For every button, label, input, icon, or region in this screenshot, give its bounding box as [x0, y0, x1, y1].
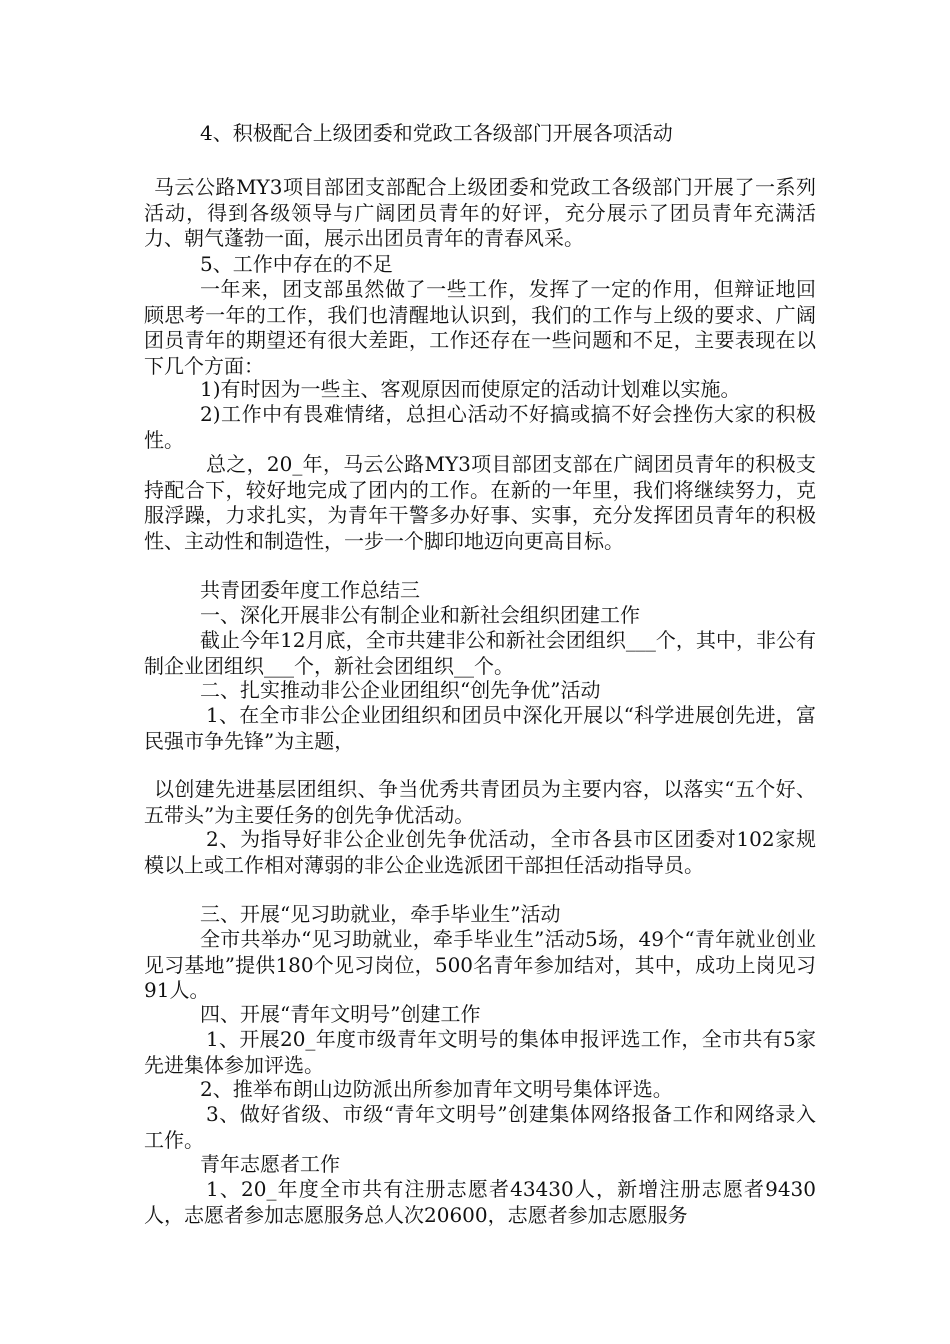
paragraph-guidance: 2、为指导好非公企业创先争优活动，全市各县市区团委对102家规模以上或工作相对薄弱的非公企业选派团干部担任活动指导员。 [144, 827, 816, 877]
heading-one: 一、深化开展非公有制企业和新社会组织团建工作 [200, 603, 640, 627]
paragraph-heading-5: 5、工作中存在的不足 [200, 252, 393, 276]
paragraph-summary: 总之，20_年，马云公路MY3项目部团支部在广阔团员青年的积极支持配合下，较好地完成了团内的工作。在新的一年里，我们将继续努力，克服浮躁，力求扎实，为青年干警多办好事、实事，充分发挥团员青年的积极性、主动性和制造性，一步一个脚印地迈向更高目标。 [144, 452, 816, 553]
paragraph-shortcomings: 一年来，团支部虽然做了一些工作，发挥了一定的作用，但辩证地回顾思考一年的工作，我们也清醒地认识到，我们的工作与上级的要求、广阔团员青年的期望还有很大差距，工作还存在一些问题和不足，主要表现在以下几个方面： [144, 277, 816, 378]
paragraph-theme: 1、在全市非公企业团组织和团员中深化开展以“科学进展创先进，富民强市争先锋”为主题， [144, 703, 816, 753]
paragraph-heading-4: 4、积极配合上级团委和党政工各级部门开展各项活动 [200, 121, 673, 145]
heading-four: 四、开展“青年文明号”创建工作 [200, 1002, 481, 1026]
paragraph-issue-2: 2)工作中有畏难情绪，总担心活动不好搞或搞不好会挫伤大家的积极性。 [144, 402, 816, 452]
paragraph-civilization-3: 3、做好省级、市级“青年文明号”创建集体网络报备工作和网络录入工作。 [144, 1102, 816, 1152]
heading-volunteer: 青年志愿者工作 [200, 1152, 340, 1176]
heading-three: 三、开展“见习助就业，牵手毕业生”活动 [200, 902, 561, 926]
paragraph-activities: 马云公路MY3项目部团支部配合上级团委和党政工各级部门开展了一系列活动，得到各级领导与广阔团员青年的好评，充分展示了团员青年充满活力、朝气蓬勃一面，展示出团员青年的青春风采。 [144, 175, 816, 250]
paragraph-internship: 全市共举办“见习助就业，牵手毕业生”活动5场，49个“青年就业创业见习基地”提供180个见习岗位，500名青年参加结对，其中，成功上岗见习91人。 [144, 927, 816, 1002]
paragraph-civilization-1: 1、开展20_年度市级青年文明号的集体申报评选工作，全市共有5家先进集体参加评选。 [144, 1027, 816, 1077]
paragraph-issue-1: 1)有时因为一些主、客观原因而使原定的活动计划难以实施。 [200, 377, 741, 401]
paragraph-volunteer-1: 1、20_年度全市共有注册志愿者43430人，新增注册志愿者9430人，志愿者参加志愿服务总人次20600，志愿者参加志愿服务 [144, 1177, 816, 1227]
section-title-three: 共青团委年度工作总结三 [200, 578, 420, 602]
paragraph-org-count: 截止今年12月底，全市共建非公和新社会团组织___个，其中，非公有制企业团组织___个，新社会团组织__个。 [144, 628, 816, 678]
heading-two: 二、扎实推动非公企业团组织“创先争优”活动 [200, 678, 601, 702]
paragraph-civilization-2: 2、推举布朗山边防派出所参加青年文明号集体评选。 [200, 1077, 673, 1101]
paragraph-content: 以创建先进基层团组织、争当优秀共青团员为主要内容，以落实“五个好、五带头”为主要任务的创先争优活动。 [144, 777, 816, 827]
